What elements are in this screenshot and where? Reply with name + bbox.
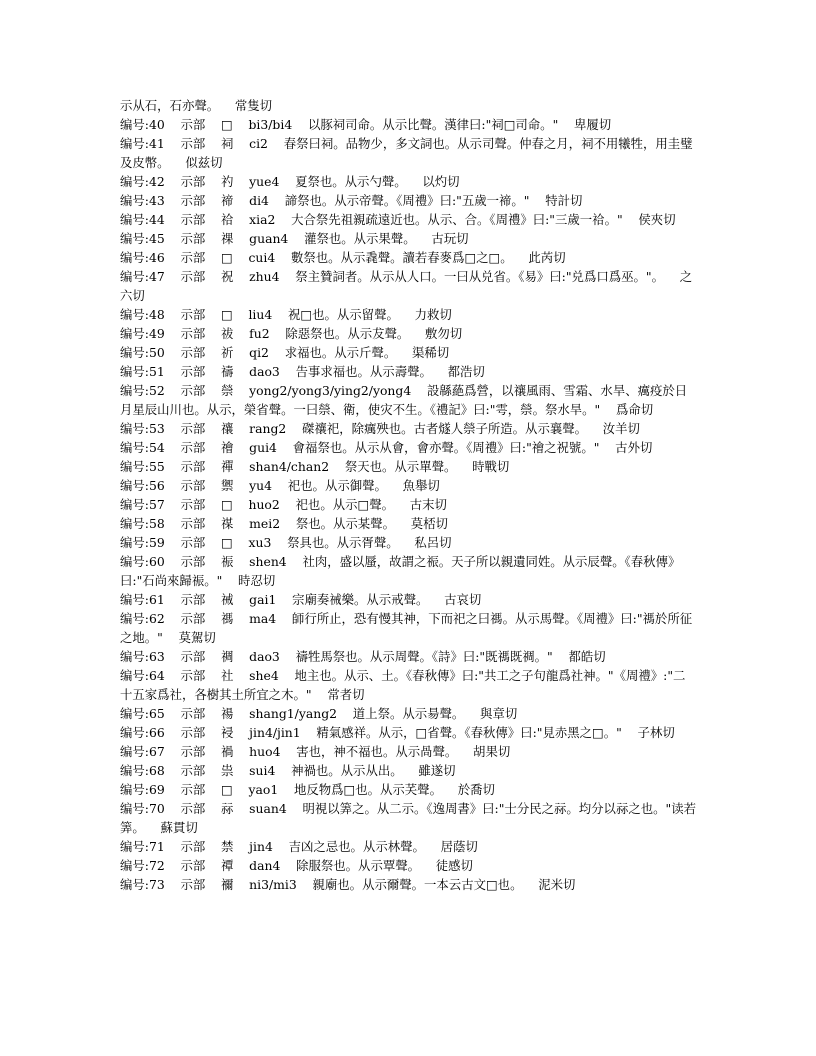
entry-45: 编号:45 示部 祼 guan4 灌祭也。从示果聲。 古玩切 xyxy=(120,231,469,246)
entry-41: 编号:41 示部 祠 ci2 春祭曰祠。品物少，多文詞也。从示司聲。仲春之月，祠不用犧牲，用圭璧及皮幣。 似兹切 xyxy=(120,136,693,170)
text-line: 示从石，石亦聲。 常隻切 xyxy=(120,98,273,113)
entry-63: 编号:63 示部 禂 dao3 禱牲馬祭也。从示周聲。《詩》曰:"既禡既禂。" 都皓切 xyxy=(120,649,606,664)
entry-52: 编号:52 示部 禜 yong2/yong3/ying2/yong4 設緜蕝爲營，以禳風雨、雪霜、水旱、癘疫於日月星辰山川也。从示，榮省聲。一曰禜、衛，使灾不生。《禮記》曰:"雩，禜。祭水旱。" 爲命切 xyxy=(120,383,688,417)
entry-66: 编号:66 示部 祲 jin4/jin1 精氣感祥。从示，□省聲。《春秋傳》曰:"見赤黑之□。" 子林切 xyxy=(120,725,675,740)
entry-47: 编号:47 示部 祝 zhu4 祭主贊詞者。从示从人口。一曰从兑省。《易》曰:"兑爲口爲巫。"。 之六切 xyxy=(120,269,693,303)
entry-40: 编号:40 示部 □ bi3/bi4 以豚祠司命。从示比聲。漢律曰:"祠□司命。" 卑履切 xyxy=(120,117,612,132)
entry-69: 编号:69 示部 □ yao1 地反物爲□也。从示芺聲。 於喬切 xyxy=(120,782,495,797)
entry-43: 编号:43 示部 禘 di4 諦祭也。从示帝聲。《周禮》曰:"五歲一禘。" 特計切 xyxy=(120,193,583,208)
entry-61: 编号:61 示部 祴 gai1 宗廟奏祴樂。从示戒聲。 古哀切 xyxy=(120,592,482,607)
entry-54: 编号:54 示部 禬 gui4 會福祭也。从示从會，會亦聲。《周禮》曰:"禬之祝號。" 古外切 xyxy=(120,440,653,455)
entry-70: 编号:70 示部 祘 suan4 明視以筭之。从二示。《逸周書》曰:"士分民之祘。均分以祘之也。"读若筭。 蘇貫切 xyxy=(120,801,696,835)
entry-65: 编号:65 示部 禓 shang1/yang2 道上祭。从示昜聲。 與章切 xyxy=(120,706,518,721)
entry-48: 编号:48 示部 □ liu4 祝□也。从示留聲。 力救切 xyxy=(120,307,452,322)
document-body xyxy=(120,96,696,894)
entry-57: 编号:57 示部 □ huo2 祀也。从示□聲。 古末切 xyxy=(120,497,447,512)
entry-67: 编号:67 示部 禍 huo4 害也，神不福也。从示咼聲。 胡果切 xyxy=(120,744,511,759)
entry-73: 编号:73 示部 禰 ni3/mi3 親廟也。从示爾聲。一本云古文□也。 泥米切 xyxy=(120,877,576,892)
entry-53: 编号:53 示部 禳 rang2 磔禳祀，除癘殃也。古者燧人禜子所造。从示襄聲。 汝羊切 xyxy=(120,421,640,436)
entry-46: 编号:46 示部 □ cui4 數祭也。从示毳聲。讀若春麥爲□之□。 此芮切 xyxy=(120,250,566,265)
entry-71: 编号:71 示部 禁 jin4 吉凶之忌也。从示林聲。 居蔭切 xyxy=(120,839,478,854)
entry-42: 编号:42 示部 礿 yue4 夏祭也。从示勺聲。 以灼切 xyxy=(120,174,460,189)
entry-68: 编号:68 示部 祟 sui4 神禍也。从示从出。 雖遂切 xyxy=(120,763,456,778)
entry-62: 编号:62 示部 禡 ma4 師行所止，恐有慢其神，下而祀之曰禡。从示馬聲。《周禮》曰:"禡於所征之地。" 莫駕切 xyxy=(120,611,693,645)
entry-56: 编号:56 示部 禦 yu4 祀也。从示御聲。 魚舉切 xyxy=(120,478,440,493)
entry-49: 编号:49 示部 祓 fu2 除惡祭也。从示犮聲。 敷勿切 xyxy=(120,326,463,341)
entry-59: 编号:59 示部 □ xu3 祭具也。从示胥聲。 私呂切 xyxy=(120,535,452,550)
entry-50: 编号:50 示部 祈 qi2 求福也。从示斤聲。 渠稀切 xyxy=(120,345,450,360)
entry-72: 编号:72 示部 禫 dan4 除服祭也。从示覃聲。 徒感切 xyxy=(120,858,473,873)
entry-44: 编号:44 示部 祫 xia2 大合祭先祖親疏遠近也。从示、合。《周禮》曰:"三歲一祫。" 侯夾切 xyxy=(120,212,676,227)
entry-51: 编号:51 示部 禱 dao3 告事求福也。从示壽聲。 都浩切 xyxy=(120,364,485,379)
entry-58: 编号:58 示部 禖 mei2 祭也。从示某聲。 莫桮切 xyxy=(120,516,448,531)
entry-55: 编号:55 示部 禪 shan4/chan2 祭天也。从示單聲。 時戰切 xyxy=(120,459,510,474)
entry-60: 编号:60 示部 祳 shen4 社肉，盛以蜃，故謂之祳。天子所以親遺同姓。从示辰聲。《春秋傳》曰:"石尚來歸祳。" 時忍切 xyxy=(120,554,681,588)
entry-64: 编号:64 示部 社 she4 地主也。从示、土。《春秋傳》曰:"共工之子句龍爲社神。"《周禮》:"二十五家爲社，各樹其土所宜之木。" 常者切 xyxy=(120,668,686,702)
